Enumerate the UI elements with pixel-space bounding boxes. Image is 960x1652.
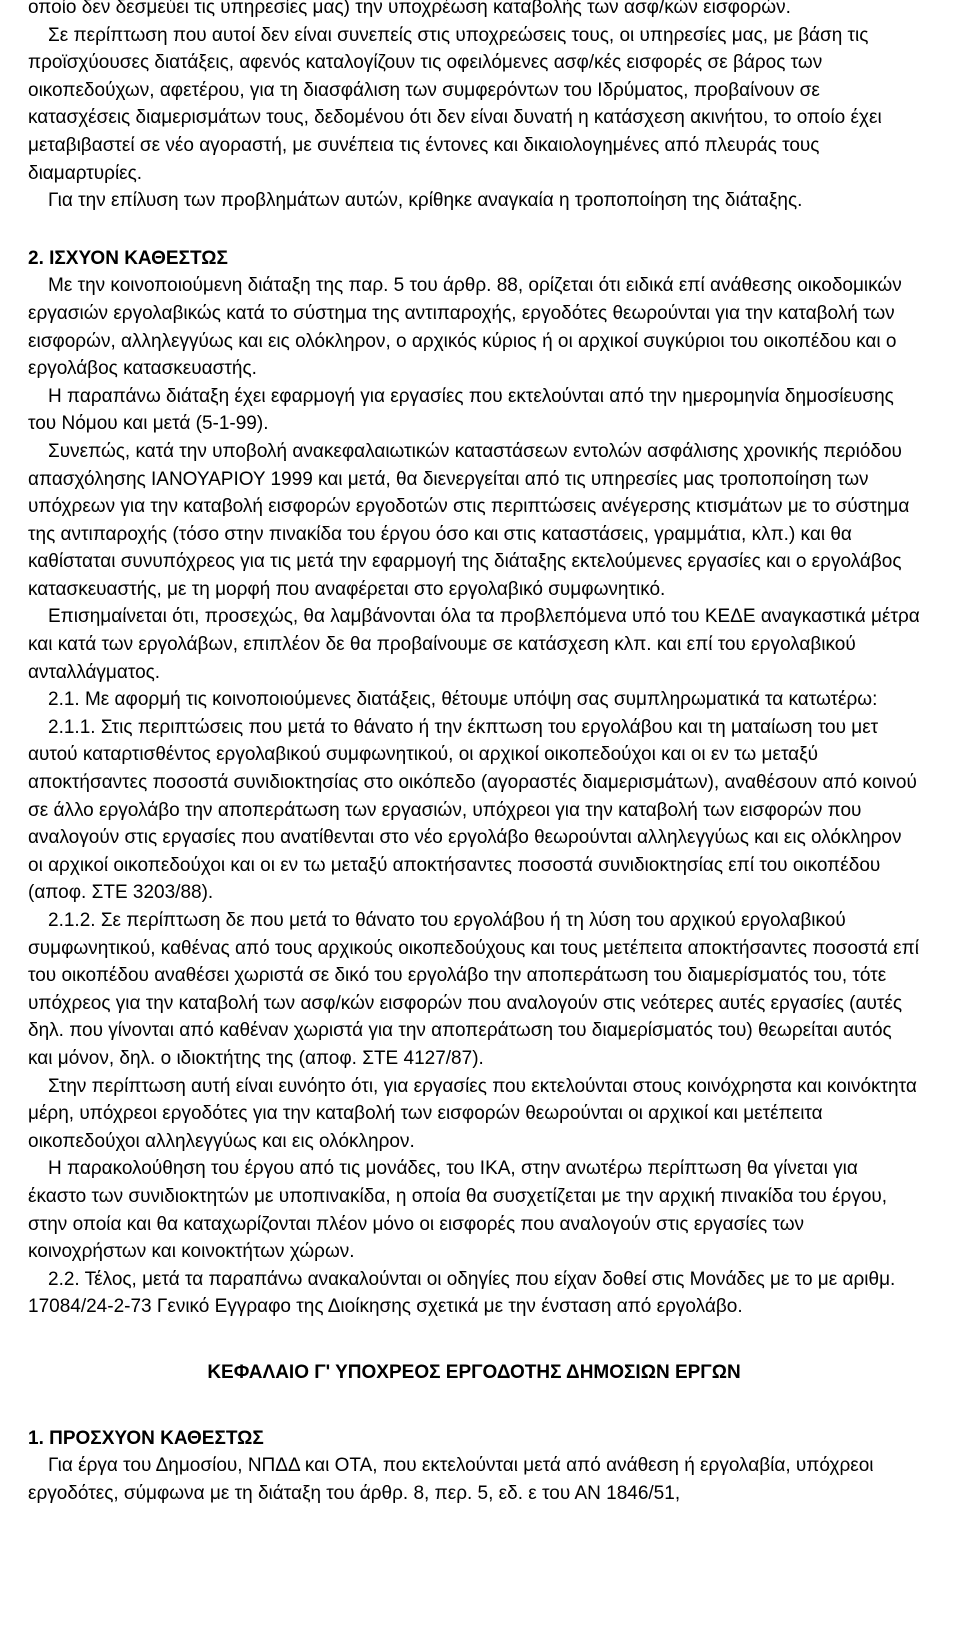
paragraph: Επισημαίνεται ότι, προσεχώς, θα λαμβάνονται όλα τα προβλεπόμενα υπό του ΚΕΔΕ αναγκαστικά μέτρα και κατά των εργολάβων, επιπλέον δε θα προβαίνουμε σε κατάσχεση κλπ. και επί του εργολαβικού ανταλλάγματος. (28, 606, 920, 683)
section-heading: 1. ΠΡΟΣΧΥΟΝ ΚΑΘΕΣΤΩΣ (28, 1427, 264, 1449)
paragraph: 2.1. Με αφορμή τις κοινοποιούμενες διατάξεις, θέτουμε υπόψη σας συμπληρωματικά τα κατωτέρω: (48, 689, 878, 711)
paragraph: 2.2. Τέλος, μετά τα παραπάνω ανακαλούνται οι οδηγίες που είχαν δοθεί στις Μονάδες με το με αριθμ. 17084/24-2-73 Γενικό Εγγραφο της Διοίκησης σχετικά με την ένσταση από εργολάβο. (28, 1268, 896, 1318)
chapter-heading: ΚΕΦΑΛΑΙΟ Γ' ΥΠΟΧΡΕΟΣ ΕΡΓΟΔΟΤΗΣ ΔΗΜΟΣΙΩΝ ΕΡΓΩΝ (207, 1361, 741, 1383)
paragraph: Σε περίπτωση που αυτοί δεν είναι συνεπείς στις υποχρεώσεις τους, οι υπηρεσίες μας, με βάση τις προϊσχύουσες διατάξεις, αφενός καταλογίζουν τις οφειλόμενες ασφ/κές εισφορές σε βάρος των οικοπεδούχων, αφετέρου, για τη διασφάλιση των συμφερόντων του Ιδρύματος, προβαίνουν σε κατασχέσεις διαμερισμάτων τους, δεδομένου ότι δεν είναι δυνατή η κατάσχεση ακινήτου, το οποίο έχει μεταβιβαστεί σε νέο αγοραστή, με συνέπεια τις έντονες και δικαιολογημένες από πλευράς τους διαμαρτυρίες. (28, 24, 882, 184)
spacer (28, 1387, 920, 1425)
paragraph: 2.1.2. Σε περίπτωση δε που μετά το θάνατο του εργολάβου ή τη λύση του αρχικού εργολαβικού συμφωνητικού, καθένας από τους αρχικούς οικοπεδούχους και τους μετέπειτα αποκτήσαντες ποσοστά επί του οικοπέδου αναθέσει χωριστά σε δικό του εργολάβο την αποπεράτωση του διαμερίσματός του, τότε υπόχρεος για την καταβολή των ασφ/κών εισφορών που αναλογούν στις νεότερες αυτές εργασίες (αυτές δηλ. που γίνονται από καθέναν χωριστά για την αποπεράτωση του διαμερίσματός του) θεωρείται αυτός και μόνον, δηλ. ο ιδιοκτήτης της (αποφ. ΣΤΕ 4127/87). (28, 910, 919, 1069)
paragraph: Για την επίλυση των προβλημάτων αυτών, κρίθηκε αναγκαία η τροποποίηση της διάταξης. (48, 190, 803, 212)
paragraph: Η παραπάνω διάταξη έχει εφαρμογή για εργασίες που εκτελούνται από την ημερομηνία δημοσίευσης του Νόμου και μετά (5-1-99). (28, 385, 894, 435)
paragraph: οποίο δεν δεσμεύει τις υπηρεσίες μας) την υποχρέωση καταβολής των ασφ/κών εισφορών. (28, 0, 791, 18)
paragraph: Η παρακολούθηση του έργου από τις μονάδες, του ΙΚΑ, στην ανωτέρω περίπτωση θα γίνεται για έκαστο των συνιδιοκτητών με υποπινακίδα, η οποία θα συσχετίζεται με την αρχική πινακίδα του έργου, στην οποία και θα καταχωρίζονται πλέον μόνο οι εισφορές που αναλογούν στις εργασίες των κοινοχρήστων και κοινοκτήτων χώρων. (28, 1158, 888, 1263)
paragraph: Συνεπώς, κατά την υποβολή ανακεφαλαιωτικών καταστάσεων εντολών ασφάλισης χρονικής περιόδου απασχόλησης ΙΑΝΟΥΑΡΙΟΥ 1999 και μετά, θα διενεργείται από τις υπηρεσίες μας τροποποίηση των υπόχρεων για την καταβολή εισφορών εργοδοτών στις περιπτώσεις ανέγερσης κτισμάτων με το σύστημα της αντιπαροχής (τόσο στην πινακίδα του έργου όσο και στις καταστάσεις, γραμμάτια, κλπ.) και θα καθίσταται συνυπόχρεος για τις μετά την εφαρμογή της διάταξης εκτελούμενες εργασίες και ο εργολάβος κατασκευαστής, με τη μορφή που αναφέρεται στο εργολαβικό συμφωνητικό. (28, 440, 910, 600)
spacer (28, 215, 920, 245)
paragraph: Για έργα του Δημοσίου, ΝΠΔΔ και ΟΤΑ, που εκτελούνται μετά από ανάθεση ή εργολαβία, υπόχρεοι εργοδότες, σύμφωνα με τη διάταξη του άρθρ. 8, περ. 5, εδ. ε του ΑΝ 1846/51, (28, 1455, 874, 1504)
paragraph: 2.1.1. Στις περιπτώσεις που μετά το θάνατο ή την έκπτωση του εργολάβου και τη ματαίωση του μετ αυτού καταρτισθέντος εργολαβικού συμφωνητικού, οι αρχικοί οικοπεδούχοι και οι εν τω μεταξύ αποκτήσαντες ποσοστά συνιδιοκτησίας στο οικόπεδο (αγοραστές διαμερισμάτων), αναθέσουν από κοινού σε άλλο εργολάβο την αποπεράτωση των εργασιών, υπόχρεοι για την καταβολή των εισφορών που αναλογούν στις εργασίες που ανατίθενται στο νέο εργολάβο θεωρούνται αλληλεγγύως και εις ολόκληρον οι αρχικοί οικοπεδούχοι και οι εν τω μεταξύ αποκτήσαντες ποσοστά συνιδιοκτησίας επί του οικοπέδου (αποφ. ΣΤΕ 3203/88). (28, 716, 917, 904)
spacer (28, 1321, 920, 1359)
section-heading: 2. ΙΣΧΥΟΝ ΚΑΘΕΣΤΩΣ (28, 247, 228, 269)
paragraph: Με την κοινοποιούμενη διάταξη της παρ. 5 του άρθρ. 88, ορίζεται ότι ειδικά επί ανάθεσης οικοδομικών εργασιών εργολαβικώς κατά το σύστημα της αντιπαροχής, εργοδότες θεωρούνται για την καταβολή των εισφορών, αλληλεγγύως και εις ολόκληρον, ο αρχικός κύριος ή οι αρχικοί συγκύριοι του οικοπέδου και ο εργολάβος κατασκευαστής. (28, 275, 902, 380)
paragraph: Στην περίπτωση αυτή είναι ευνόητο ότι, για εργασίες που εκτελούνται στους κοινόχρηστα και κοινόκτητα μέρη, υπόχρεοι εργοδότες για την καταβολή των εισφορών θεωρούνται οι αρχικοί και μετέπειτα οικοπεδούχοι αλληλεγγύως και εις ολόκληρον. (28, 1075, 917, 1152)
